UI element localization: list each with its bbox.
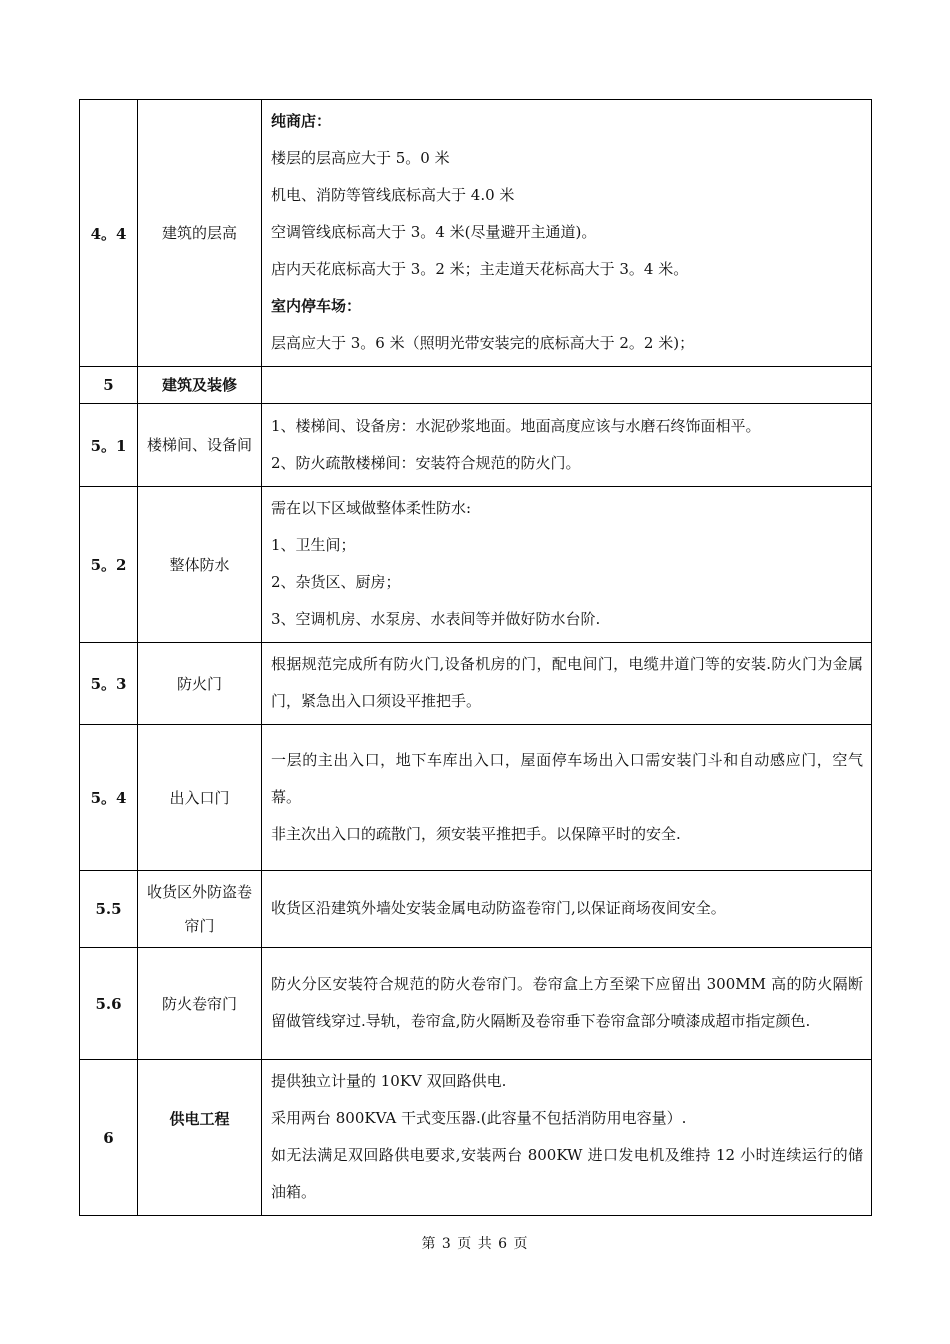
- row-number: 5: [80, 367, 138, 404]
- desc-line: 提供独立计量的 10KV 双回路供电.: [271, 1072, 507, 1090]
- desc-line: 室内停车场：: [271, 297, 362, 315]
- row-description: [262, 404, 872, 487]
- desc-line: 机电、消防等管线底标高大于 4.0 米: [271, 186, 515, 204]
- row-description: [262, 1060, 872, 1216]
- table-row: [80, 871, 872, 948]
- row-description: [262, 100, 872, 367]
- desc-line: 3、空调机房、水泵房、水表间等并做好防水台阶.: [271, 610, 601, 628]
- row-number: 5。2: [80, 487, 138, 643]
- table-row: [80, 948, 872, 1060]
- page-footer: 第 3 页 共 6 页: [421, 1236, 529, 1252]
- row-description: [262, 948, 872, 1060]
- desc-line: 1、楼梯间、设备房：水泥砂浆地面。地面高度应该与水磨石终饰面相平。: [271, 416, 761, 435]
- desc-paragraph: 一层的主出入口，地下车库出入口，屋面停车场出入口需安装门斗和自动感应门，空气幕。: [271, 750, 863, 806]
- desc-paragraph: 防火分区安装符合规范的防火卷帘门。卷帘盒上方至梁下应留出 300MM 高的防火隔断留做管线穿过.导轨，卷帘盒,防火隔断及卷帘垂下卷帘盒部分喷漆成超市指定颜色.: [271, 975, 863, 1030]
- desc-line: 楼层的层高应大于 5。0 米: [271, 149, 450, 167]
- row-title: 供电工程: [138, 1060, 262, 1216]
- row-title: 楼梯间、设备间: [138, 404, 262, 487]
- table-row: [80, 1060, 872, 1216]
- row-title: 防火卷帘门: [138, 948, 262, 1060]
- row-title: 出入口门: [138, 725, 262, 871]
- row-description: [262, 367, 872, 404]
- table-row: [80, 404, 872, 487]
- row-number: 5.6: [80, 948, 138, 1060]
- table-row: [80, 643, 872, 725]
- table-row: [80, 725, 872, 871]
- desc-line: 2、杂货区、厨房；: [271, 573, 401, 591]
- desc-line: 需在以下区域做整体柔性防水:: [271, 499, 472, 517]
- desc-line: 店内天花底标高大于 3。2 米；主走道天花标高大于 3。4 米。: [271, 260, 689, 278]
- table-row: [80, 487, 872, 643]
- row-title: 建筑及装修: [138, 367, 262, 404]
- spec-table-body: [80, 100, 872, 1216]
- spec-table: [79, 99, 872, 1216]
- desc-line: 收货区沿建筑外墙处安装金属电动防盗卷帘门,以保证商场夜间安全。: [271, 899, 726, 917]
- row-title: 整体防水: [138, 487, 262, 643]
- desc-paragraph: 如无法满足双回路供电要求,安装两台 800KW 进口发电机及维持 12 小时连续运行的储油箱。: [271, 1146, 863, 1201]
- table-row: [80, 367, 872, 404]
- desc-line: 1、卫生间；: [271, 536, 356, 554]
- desc-line: 非主次出入口的疏散门，须安装平推把手。以保障平时的安全.: [271, 824, 681, 843]
- row-title: 收货区外防盗卷帘门: [138, 871, 262, 948]
- row-number: 5。3: [80, 643, 138, 725]
- desc-line: 2、防火疏散楼梯间：安装符合规范的防火门。: [271, 453, 581, 472]
- row-title: 建筑的层高: [138, 100, 262, 367]
- desc-line: 纯商店：: [271, 112, 332, 130]
- row-number: 6: [80, 1060, 138, 1216]
- row-number: 4。4: [80, 100, 138, 367]
- desc-line: 层高应大于 3。6 米（照明光带安装完的底标高大于 2。2 米)；: [271, 334, 695, 352]
- row-description: [262, 643, 872, 725]
- row-description: [262, 487, 872, 643]
- row-description: [262, 871, 872, 948]
- desc-line: 采用两台 800KVA 干式变压器.(此容量不包括消防用电容量）.: [271, 1109, 687, 1127]
- row-number: 5。4: [80, 725, 138, 871]
- row-description: [262, 725, 872, 871]
- row-number: 5。1: [80, 404, 138, 487]
- desc-line: 空调管线底标高大于 3。4 米(尽量避开主通道)。: [271, 223, 597, 241]
- desc-paragraph: 根据规范完成所有防火门,设备机房的门，配电间门，电缆井道门等的安装.防火门为金属门，紧急出入口须设平推把手。: [271, 655, 863, 710]
- table-row: [80, 100, 872, 367]
- row-number: 5.5: [80, 871, 138, 948]
- row-title: 防火门: [138, 643, 262, 725]
